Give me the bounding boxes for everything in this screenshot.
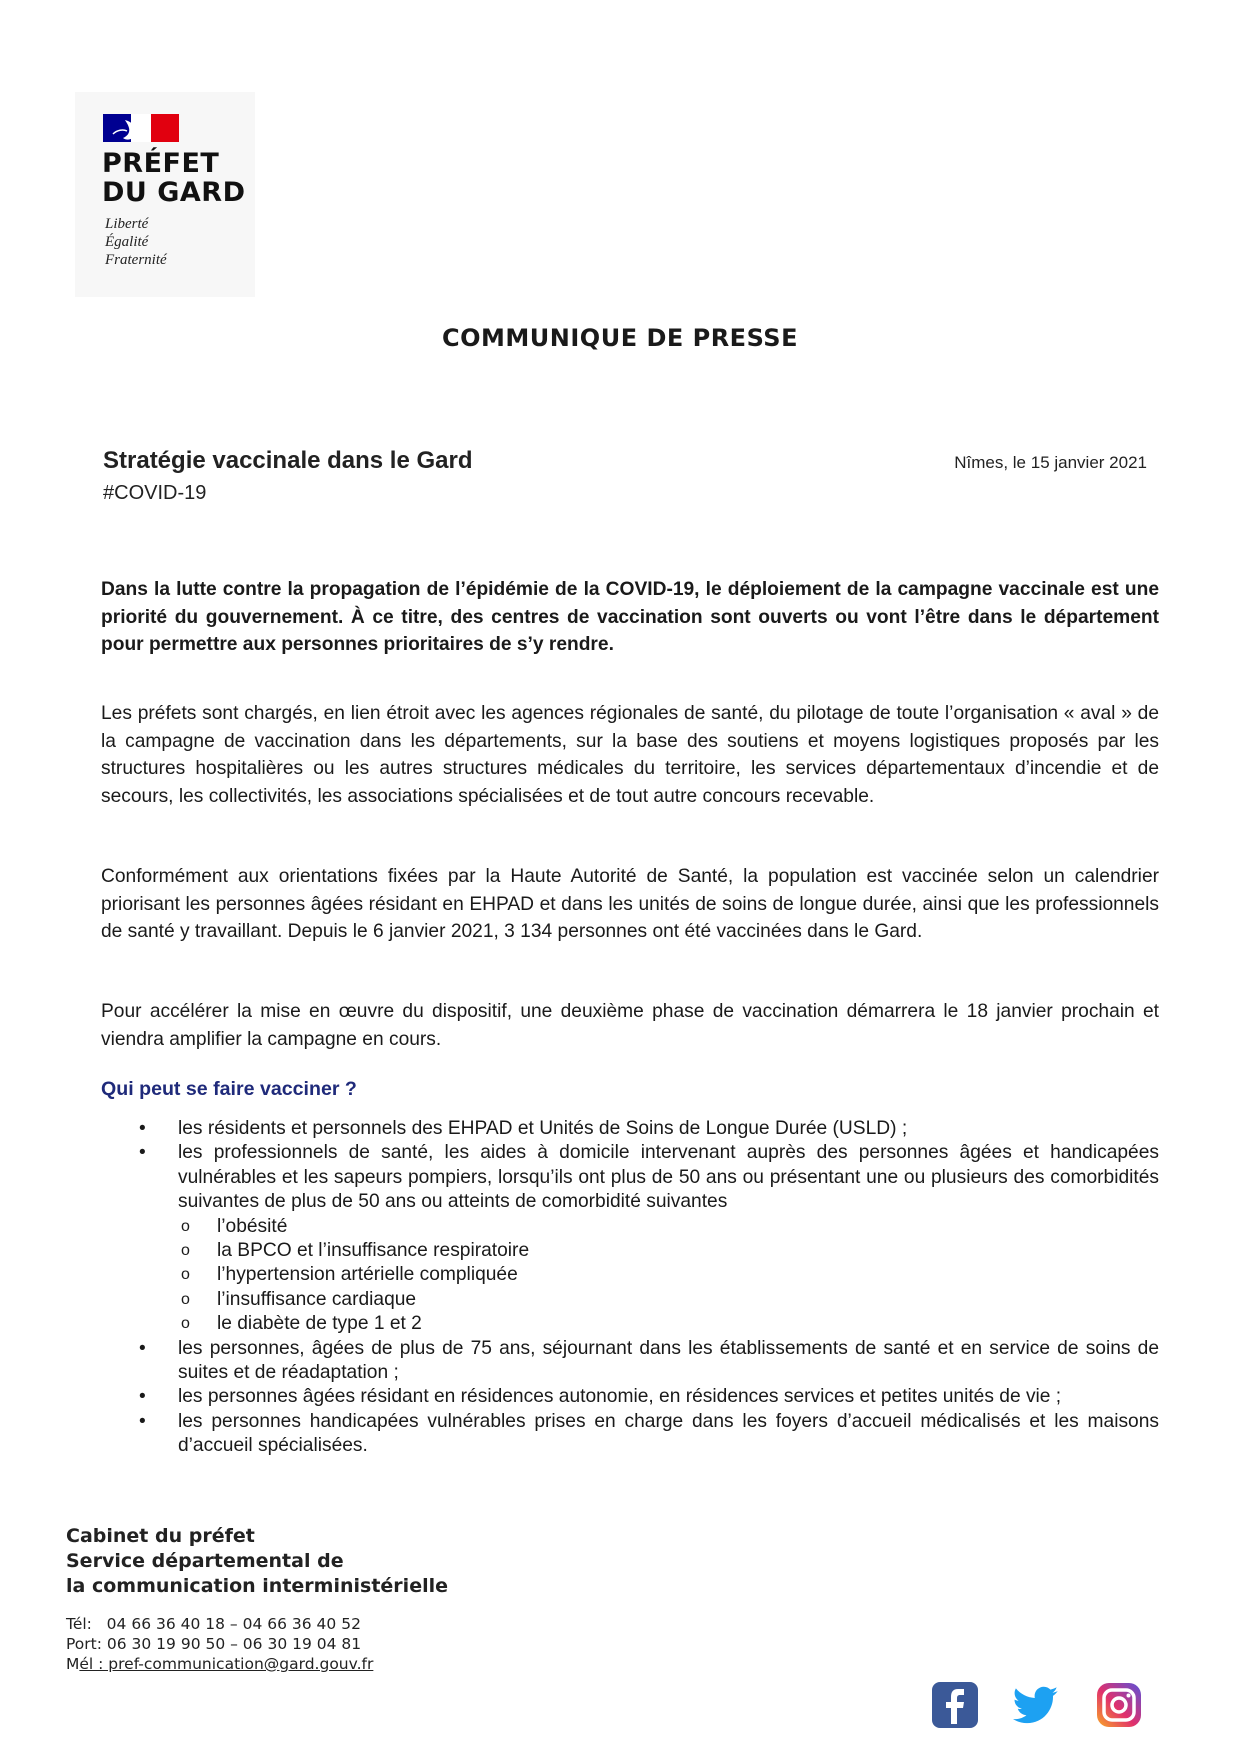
circle-bullet-icon: o xyxy=(181,1290,190,1308)
place-date: Nîmes, le 15 janvier 2021 xyxy=(954,453,1147,472)
hashtag: #COVID-19 xyxy=(103,482,207,504)
list-item-text: les résidents et personnels des EHPAD et Unités de Soins de Longue Durée (USLD) ; xyxy=(178,1118,908,1139)
list-item xyxy=(101,1410,1159,1459)
lead-paragraph: Dans la lutte contre la propagation de l’épidémie de la COVID-19, le déploiement de la campagne vaccinale est une priorité du gouvernement. À ce titre, des centres de vaccination sont ouverts ou vont l’être dans le département pour permettre aux personnes prioritaires de s’y rendre. xyxy=(101,579,1159,656)
list-item xyxy=(101,1141,1159,1214)
footer-contact xyxy=(66,1524,448,1674)
facebook-icon[interactable] xyxy=(930,1680,980,1730)
footer-mail xyxy=(66,1654,448,1674)
sub-list-item-text: le diabète de type 1 et 2 xyxy=(217,1313,422,1335)
footer-port: Port: 06 30 19 90 50 – 06 30 19 04 81 xyxy=(66,1635,362,1653)
footer-service-line-2: Service départemental de xyxy=(66,1550,344,1572)
sub-list-item-text: l’insuffisance cardiaque xyxy=(217,1288,417,1310)
paragraph-2: Conformément aux orientations fixées par la Haute Autorité de Santé, la population est vaccinée selon un calendrier priorisant les personnes âgées résidant en EHPAD et dans les unités de soins de longue durée, ainsi que les professionnels de santé y travaillant. Depuis le 6 janvier 2021, 3 134 personnes ont été vaccinées dans le Gard. xyxy=(101,866,1159,943)
footer-service-line-1: Cabinet du préfet xyxy=(66,1525,255,1547)
document-title: COMMUNIQUE DE PRESSE xyxy=(442,324,798,352)
list-item-text: les personnes handicapées vulnérables prises en charge dans les foyers d’accueil médicalisés et les maisons d’accueil spécialisées. xyxy=(178,1410,1159,1457)
circle-bullet-icon: o xyxy=(181,1315,190,1333)
sub-list-item xyxy=(101,1288,1159,1312)
devise-liberte: Liberté xyxy=(105,216,149,232)
list-item-text: les personnes âgées résidant en résidences autonomie, en résidences services et petites unités de vie ; xyxy=(178,1386,1062,1408)
sub-list-item-text: la BPCO et l’insuffisance respiratoire xyxy=(217,1240,530,1262)
sub-list-item xyxy=(101,1263,1159,1287)
logo-line-gard: DU GARD xyxy=(102,177,246,208)
bullet-icon: • xyxy=(139,1118,146,1139)
paragraph-1: Les préfets sont chargés, en lien étroit avec les agences régionales de santé, du pilotage de toute l’organisation « aval » de la campagne de vaccination dans les départements, sur la base des soutiens et moyens logistiques proposés par les structures hospitalières ou les autres structures médicales du territoire, les services départementaux d’incendie et de secours, les collectivités, les associations spécialisées et de tout autre concours recevable. xyxy=(101,703,1159,807)
list-item-text: les professionnels de santé, les aides à domicile intervenant auprès des personnes âgées et handicapées vulnérables et les sapeurs pompiers, lorsqu’ils ont plus de 50 ans ou présentant une ou plusieurs des comorbidités suivantes de plus de 50 ans ou atteints de comorbidité suivantes xyxy=(178,1142,1159,1213)
bullet-icon: • xyxy=(139,1142,146,1164)
marianne-flag-icon xyxy=(103,114,179,142)
instagram-icon[interactable] xyxy=(1094,1680,1144,1730)
twitter-icon[interactable] xyxy=(1012,1680,1062,1730)
sub-list-item xyxy=(101,1239,1159,1263)
list-item-text: les personnes, âgées de plus de 75 ans, séjournant dans les établissements de santé et en service de soins de suites et de réadaptation ; xyxy=(178,1337,1159,1384)
logo-line-prefet: PRÉFET xyxy=(102,148,220,179)
bullet-icon: • xyxy=(139,1410,146,1432)
devise-egalite: Égalité xyxy=(105,234,149,250)
list-item xyxy=(101,1337,1159,1386)
devise-fraternite: Fraternité xyxy=(105,252,167,268)
bullet-icon: • xyxy=(139,1386,146,1408)
footer-service-line-3: la communication interministérielle xyxy=(66,1575,448,1597)
paragraph-3: Pour accélérer la mise en œuvre du dispositif, une deuxième phase de vaccination démarrera le 18 janvier prochain et viendra amplifier la campagne en cours. xyxy=(101,1001,1159,1050)
list-item xyxy=(101,1385,1159,1409)
prefecture-logo xyxy=(75,92,255,297)
eligibility-list xyxy=(101,1117,1159,1459)
footer-mail-prefix: M xyxy=(66,1655,80,1673)
sub-list-item xyxy=(101,1215,1159,1239)
circle-bullet-icon: o xyxy=(181,1217,190,1235)
footer-mail-link[interactable]: él : pref-communication@gard.gouv.fr xyxy=(79,1655,374,1673)
circle-bullet-icon: o xyxy=(181,1266,190,1284)
bullet-icon: • xyxy=(139,1337,146,1359)
list-item xyxy=(101,1117,1159,1141)
press-release-subject: Stratégie vaccinale dans le Gard xyxy=(103,447,473,474)
sub-list-item xyxy=(101,1312,1159,1336)
sub-list-item-text: l’hypertension artérielle compliquée xyxy=(217,1264,518,1286)
sub-list-item-text: l’obésité xyxy=(217,1215,288,1237)
footer-tel: Tél: 04 66 36 40 18 – 04 66 36 40 52 xyxy=(66,1615,361,1633)
section-title: Qui peut se faire vacciner ? xyxy=(101,1078,357,1100)
circle-bullet-icon: o xyxy=(181,1242,190,1260)
